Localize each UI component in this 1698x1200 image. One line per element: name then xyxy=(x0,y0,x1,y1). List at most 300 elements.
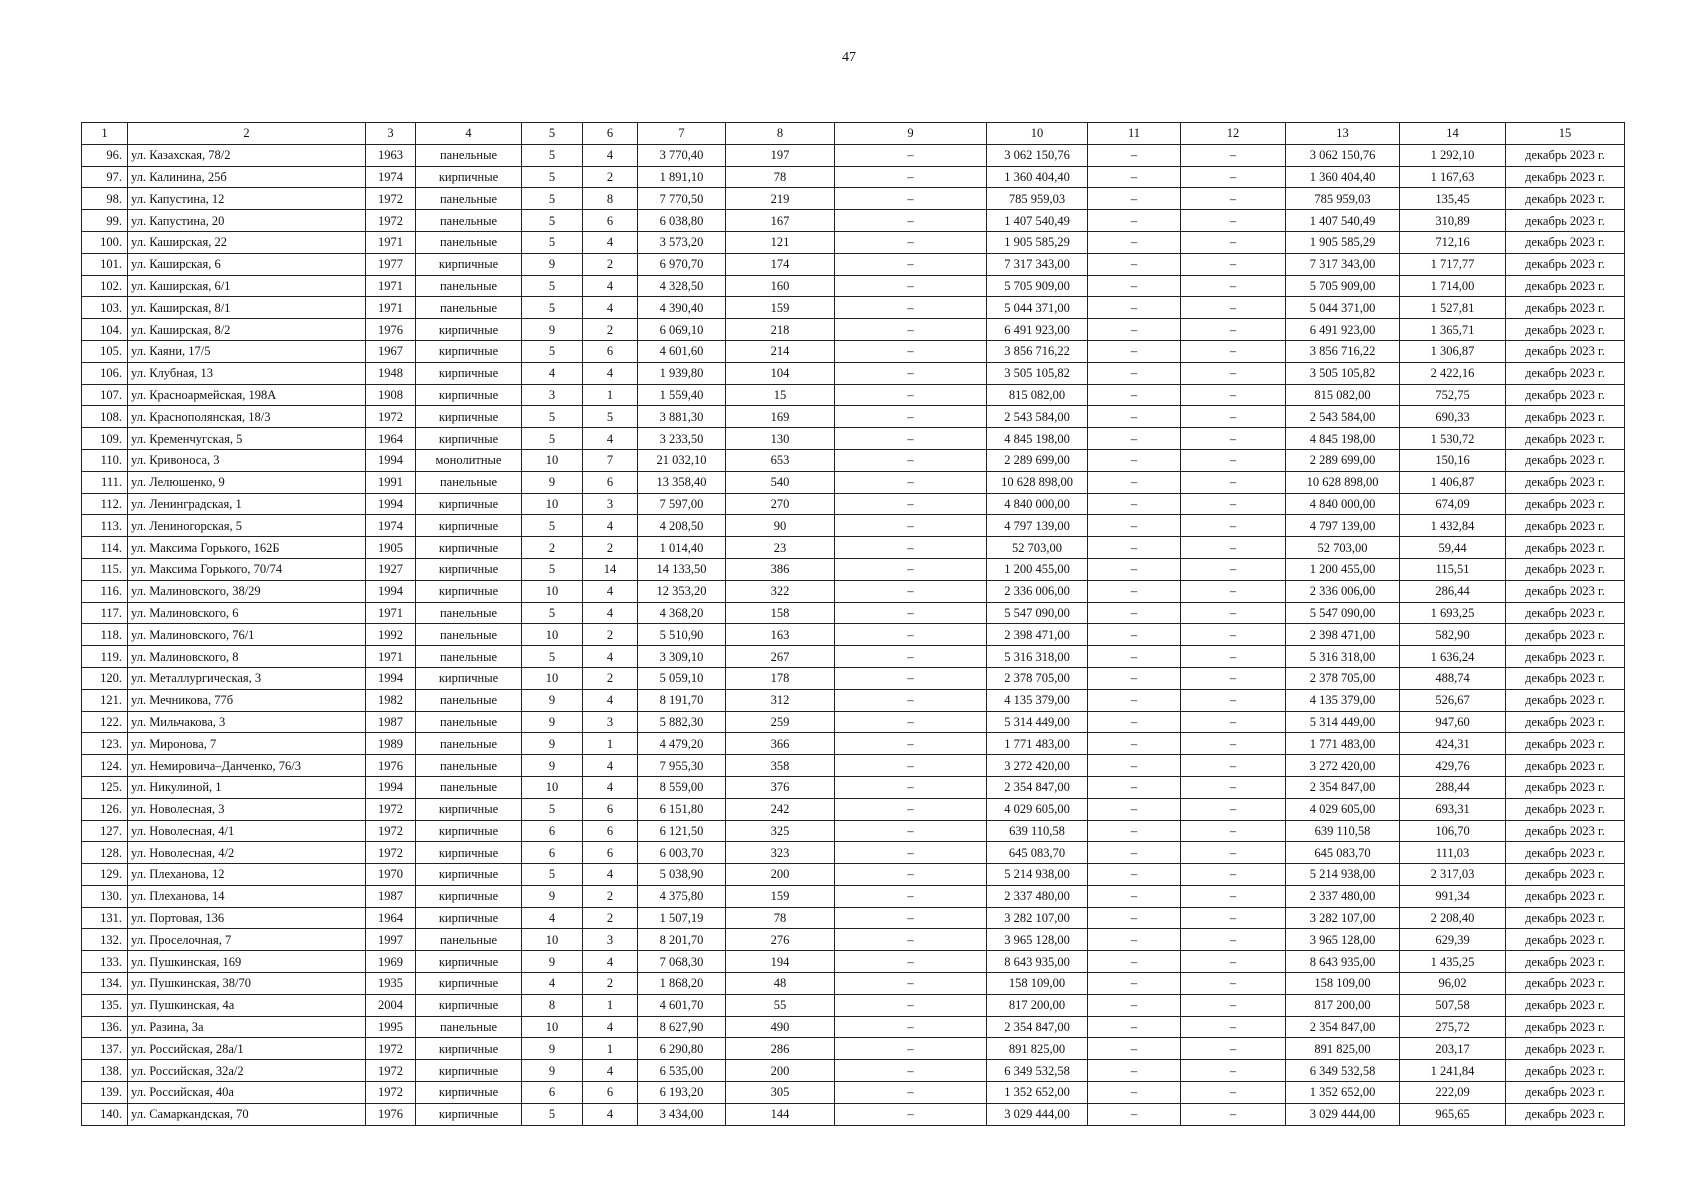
cell-cost-per-unit: 674,09 xyxy=(1400,493,1506,515)
cell-entrances: 1 xyxy=(583,733,638,755)
cell-cost-per-unit: 991,34 xyxy=(1400,885,1506,907)
cell-year-built: 1972 xyxy=(366,1038,416,1060)
cell-col-11: – xyxy=(1088,166,1181,188)
cell-col-11: – xyxy=(1088,864,1181,886)
cell-wall-material: кирпичные xyxy=(416,820,522,842)
cell-area: 8 191,70 xyxy=(638,689,726,711)
table-row xyxy=(82,144,1625,166)
cell-floors: 9 xyxy=(522,951,583,973)
cell-col-9: – xyxy=(835,319,987,341)
cell-deadline: декабрь 2023 г. xyxy=(1506,667,1625,689)
cell-row-index: 103. xyxy=(82,297,128,319)
cell-floors: 2 xyxy=(522,537,583,559)
table-row xyxy=(82,362,1625,384)
cell-area: 7 770,50 xyxy=(638,188,726,210)
cell-total-cost: 817 200,00 xyxy=(1286,994,1400,1016)
cell-year-built: 1997 xyxy=(366,929,416,951)
cell-col-11: – xyxy=(1088,624,1181,646)
cell-residents: 158 xyxy=(726,602,835,624)
cell-total-cost: 2 289 699,00 xyxy=(1286,449,1400,471)
cell-total-cost: 4 135 379,00 xyxy=(1286,689,1400,711)
cell-row-index: 135. xyxy=(82,994,128,1016)
cell-deadline: декабрь 2023 г. xyxy=(1506,1016,1625,1038)
cell-cost: 1 200 455,00 xyxy=(987,558,1088,580)
cell-year-built: 1971 xyxy=(366,297,416,319)
cell-entrances: 6 xyxy=(583,340,638,362)
cell-col-11: – xyxy=(1088,210,1181,232)
cell-wall-material: кирпичные xyxy=(416,667,522,689)
cell-wall-material: кирпичные xyxy=(416,907,522,929)
cell-address: ул. Максима Горького, 70/74 xyxy=(128,558,366,580)
cell-residents: 386 xyxy=(726,558,835,580)
cell-wall-material: панельные xyxy=(416,602,522,624)
cell-wall-material: панельные xyxy=(416,755,522,777)
cell-floors: 5 xyxy=(522,1103,583,1125)
cell-floors: 9 xyxy=(522,253,583,275)
cell-cost: 6 491 923,00 xyxy=(987,319,1088,341)
cell-address: ул. Пушкинская, 4а xyxy=(128,994,366,1016)
cell-residents: 490 xyxy=(726,1016,835,1038)
table-row xyxy=(82,297,1625,319)
cell-entrances: 4 xyxy=(583,297,638,319)
table-row xyxy=(82,231,1625,253)
cell-year-built: 1935 xyxy=(366,973,416,995)
cell-row-index: 130. xyxy=(82,885,128,907)
cell-year-built: 1991 xyxy=(366,471,416,493)
cell-area: 4 368,20 xyxy=(638,602,726,624)
cell-entrances: 4 xyxy=(583,580,638,602)
cell-cost: 8 643 935,00 xyxy=(987,951,1088,973)
cell-row-index: 116. xyxy=(82,580,128,602)
cell-year-built: 2004 xyxy=(366,994,416,1016)
cell-area: 8 627,90 xyxy=(638,1016,726,1038)
cell-col-12: – xyxy=(1181,493,1286,515)
cell-residents: 144 xyxy=(726,1103,835,1125)
cell-residents: 322 xyxy=(726,580,835,602)
cell-total-cost: 3 505 105,82 xyxy=(1286,362,1400,384)
cell-floors: 10 xyxy=(522,493,583,515)
cell-area: 1 014,40 xyxy=(638,537,726,559)
cell-row-index: 96. xyxy=(82,144,128,166)
cell-col-12: – xyxy=(1181,885,1286,907)
cell-residents: 653 xyxy=(726,449,835,471)
table-row xyxy=(82,689,1625,711)
cell-entrances: 4 xyxy=(583,646,638,668)
cell-col-9: – xyxy=(835,667,987,689)
cell-area: 12 353,20 xyxy=(638,580,726,602)
cell-cost: 4 845 198,00 xyxy=(987,428,1088,450)
cell-wall-material: кирпичные xyxy=(416,973,522,995)
cell-year-built: 1977 xyxy=(366,253,416,275)
cell-row-index: 139. xyxy=(82,1082,128,1104)
housing-table xyxy=(81,122,1625,1126)
cell-cost-per-unit: 424,31 xyxy=(1400,733,1506,755)
cell-year-built: 1994 xyxy=(366,776,416,798)
cell-row-index: 112. xyxy=(82,493,128,515)
cell-address: ул. Ленинградская, 1 xyxy=(128,493,366,515)
cell-col-9: – xyxy=(835,515,987,537)
cell-deadline: декабрь 2023 г. xyxy=(1506,907,1625,929)
cell-address: ул. Самаркандская, 70 xyxy=(128,1103,366,1125)
cell-residents: 325 xyxy=(726,820,835,842)
cell-entrances: 2 xyxy=(583,319,638,341)
cell-cost-per-unit: 507,58 xyxy=(1400,994,1506,1016)
table-row xyxy=(82,776,1625,798)
cell-cost: 3 029 444,00 xyxy=(987,1103,1088,1125)
cell-cost: 4 840 000,00 xyxy=(987,493,1088,515)
cell-col-9: – xyxy=(835,493,987,515)
cell-col-12: – xyxy=(1181,864,1286,886)
cell-cost: 1 905 585,29 xyxy=(987,231,1088,253)
cell-total-cost: 2 543 584,00 xyxy=(1286,406,1400,428)
cell-deadline: декабрь 2023 г. xyxy=(1506,297,1625,319)
cell-wall-material: панельные xyxy=(416,929,522,951)
cell-year-built: 1948 xyxy=(366,362,416,384)
cell-row-index: 136. xyxy=(82,1016,128,1038)
cell-cost-per-unit: 712,16 xyxy=(1400,231,1506,253)
cell-deadline: декабрь 2023 г. xyxy=(1506,1060,1625,1082)
cell-year-built: 1964 xyxy=(366,907,416,929)
cell-address: ул. Новолесная, 4/1 xyxy=(128,820,366,842)
cell-address: ул. Кременчугская, 5 xyxy=(128,428,366,450)
cell-total-cost: 4 797 139,00 xyxy=(1286,515,1400,537)
cell-entrances: 4 xyxy=(583,776,638,798)
cell-cost: 5 314 449,00 xyxy=(987,711,1088,733)
cell-row-index: 115. xyxy=(82,558,128,580)
cell-total-cost: 2 337 480,00 xyxy=(1286,885,1400,907)
cell-col-11: – xyxy=(1088,973,1181,995)
cell-col-12: – xyxy=(1181,820,1286,842)
cell-col-9: – xyxy=(835,951,987,973)
cell-col-12: – xyxy=(1181,842,1286,864)
cell-deadline: декабрь 2023 г. xyxy=(1506,624,1625,646)
cell-total-cost: 6 491 923,00 xyxy=(1286,319,1400,341)
cell-row-index: 123. xyxy=(82,733,128,755)
cell-residents: 242 xyxy=(726,798,835,820)
cell-wall-material: кирпичные xyxy=(416,537,522,559)
cell-address: ул. Красноармейская, 198А xyxy=(128,384,366,406)
cell-total-cost: 2 378 705,00 xyxy=(1286,667,1400,689)
cell-col-9: – xyxy=(835,1038,987,1060)
cell-cost-per-unit: 135,45 xyxy=(1400,188,1506,210)
cell-cost: 5 316 318,00 xyxy=(987,646,1088,668)
cell-deadline: декабрь 2023 г. xyxy=(1506,798,1625,820)
cell-address: ул. Мечникова, 77б xyxy=(128,689,366,711)
cell-col-12: – xyxy=(1181,515,1286,537)
cell-col-9: – xyxy=(835,537,987,559)
cell-row-index: 97. xyxy=(82,166,128,188)
cell-col-12: – xyxy=(1181,449,1286,471)
cell-year-built: 1972 xyxy=(366,406,416,428)
cell-cost-per-unit: 115,51 xyxy=(1400,558,1506,580)
cell-cost-per-unit: 111,03 xyxy=(1400,842,1506,864)
cell-deadline: декабрь 2023 г. xyxy=(1506,340,1625,362)
cell-floors: 5 xyxy=(522,166,583,188)
cell-deadline: декабрь 2023 г. xyxy=(1506,515,1625,537)
cell-cost: 5 705 909,00 xyxy=(987,275,1088,297)
table-row xyxy=(82,275,1625,297)
cell-col-11: – xyxy=(1088,929,1181,951)
cell-deadline: декабрь 2023 г. xyxy=(1506,188,1625,210)
cell-total-cost: 2 336 006,00 xyxy=(1286,580,1400,602)
cell-col-11: – xyxy=(1088,144,1181,166)
cell-floors: 5 xyxy=(522,864,583,886)
cell-col-9: – xyxy=(835,253,987,275)
cell-residents: 267 xyxy=(726,646,835,668)
cell-row-index: 131. xyxy=(82,907,128,929)
cell-row-index: 104. xyxy=(82,319,128,341)
table-row xyxy=(82,864,1625,886)
cell-area: 21 032,10 xyxy=(638,449,726,471)
cell-address: ул. Капустина, 12 xyxy=(128,188,366,210)
cell-floors: 5 xyxy=(522,602,583,624)
cell-wall-material: панельные xyxy=(416,711,522,733)
cell-floors: 4 xyxy=(522,907,583,929)
cell-deadline: декабрь 2023 г. xyxy=(1506,689,1625,711)
cell-residents: 218 xyxy=(726,319,835,341)
cell-cost-per-unit: 1 432,84 xyxy=(1400,515,1506,537)
cell-area: 3 434,00 xyxy=(638,1103,726,1125)
cell-row-index: 108. xyxy=(82,406,128,428)
cell-entrances: 4 xyxy=(583,1060,638,1082)
cell-row-index: 102. xyxy=(82,275,128,297)
cell-address: ул. Проселочная, 7 xyxy=(128,929,366,951)
cell-address: ул. Плеханова, 12 xyxy=(128,864,366,886)
cell-residents: 159 xyxy=(726,885,835,907)
cell-floors: 10 xyxy=(522,667,583,689)
cell-row-index: 105. xyxy=(82,340,128,362)
cell-area: 3 233,50 xyxy=(638,428,726,450)
table-row xyxy=(82,885,1625,907)
cell-floors: 5 xyxy=(522,188,583,210)
cell-cost-per-unit: 1 435,25 xyxy=(1400,951,1506,973)
cell-col-9: – xyxy=(835,384,987,406)
cell-col-12: – xyxy=(1181,144,1286,166)
cell-row-index: 129. xyxy=(82,864,128,886)
cell-total-cost: 815 082,00 xyxy=(1286,384,1400,406)
cell-area: 3 770,40 xyxy=(638,144,726,166)
cell-area: 7 955,30 xyxy=(638,755,726,777)
cell-col-9: – xyxy=(835,1060,987,1082)
cell-col-11: – xyxy=(1088,602,1181,624)
cell-area: 6 970,70 xyxy=(638,253,726,275)
cell-deadline: декабрь 2023 г. xyxy=(1506,994,1625,1016)
cell-total-cost: 1 352 652,00 xyxy=(1286,1082,1400,1104)
cell-cost: 645 083,70 xyxy=(987,842,1088,864)
cell-cost-per-unit: 1 717,77 xyxy=(1400,253,1506,275)
cell-cost-per-unit: 1 527,81 xyxy=(1400,297,1506,319)
cell-row-index: 106. xyxy=(82,362,128,384)
cell-residents: 163 xyxy=(726,624,835,646)
cell-row-index: 122. xyxy=(82,711,128,733)
cell-wall-material: кирпичные xyxy=(416,493,522,515)
cell-total-cost: 3 272 420,00 xyxy=(1286,755,1400,777)
cell-residents: 121 xyxy=(726,231,835,253)
cell-floors: 6 xyxy=(522,1082,583,1104)
cell-col-9: – xyxy=(835,188,987,210)
cell-wall-material: кирпичные xyxy=(416,558,522,580)
cell-residents: 90 xyxy=(726,515,835,537)
cell-col-11: – xyxy=(1088,1103,1181,1125)
cell-entrances: 5 xyxy=(583,406,638,428)
cell-cost: 3 282 107,00 xyxy=(987,907,1088,929)
cell-wall-material: панельные xyxy=(416,646,522,668)
cell-col-11: – xyxy=(1088,319,1181,341)
cell-total-cost: 1 407 540,49 xyxy=(1286,210,1400,232)
cell-address: ул. Калинина, 25б xyxy=(128,166,366,188)
cell-deadline: декабрь 2023 г. xyxy=(1506,1103,1625,1125)
cell-total-cost: 1 905 585,29 xyxy=(1286,231,1400,253)
table-row xyxy=(82,798,1625,820)
cell-residents: 366 xyxy=(726,733,835,755)
cell-col-9: – xyxy=(835,689,987,711)
cell-address: ул. Казахская, 78/2 xyxy=(128,144,366,166)
cell-deadline: декабрь 2023 г. xyxy=(1506,755,1625,777)
cell-col-9: – xyxy=(835,144,987,166)
cell-residents: 167 xyxy=(726,210,835,232)
cell-floors: 5 xyxy=(522,406,583,428)
cell-row-index: 111. xyxy=(82,471,128,493)
cell-col-9: – xyxy=(835,449,987,471)
cell-cost: 4 135 379,00 xyxy=(987,689,1088,711)
cell-row-index: 134. xyxy=(82,973,128,995)
column-header-2: 2 xyxy=(128,123,366,145)
cell-cost: 3 062 150,76 xyxy=(987,144,1088,166)
cell-cost-per-unit: 965,65 xyxy=(1400,1103,1506,1125)
table-row xyxy=(82,602,1625,624)
table-row xyxy=(82,1038,1625,1060)
cell-address: ул. Новолесная, 3 xyxy=(128,798,366,820)
cell-area: 6 290,80 xyxy=(638,1038,726,1060)
cell-cost-per-unit: 288,44 xyxy=(1400,776,1506,798)
cell-deadline: декабрь 2023 г. xyxy=(1506,711,1625,733)
table-row xyxy=(82,580,1625,602)
cell-floors: 10 xyxy=(522,776,583,798)
cell-row-index: 107. xyxy=(82,384,128,406)
cell-row-index: 109. xyxy=(82,428,128,450)
cell-deadline: декабрь 2023 г. xyxy=(1506,733,1625,755)
cell-wall-material: панельные xyxy=(416,275,522,297)
cell-row-index: 99. xyxy=(82,210,128,232)
cell-col-11: – xyxy=(1088,994,1181,1016)
cell-area: 5 510,90 xyxy=(638,624,726,646)
cell-area: 4 208,50 xyxy=(638,515,726,537)
cell-row-index: 138. xyxy=(82,1060,128,1082)
cell-cost-per-unit: 1 365,71 xyxy=(1400,319,1506,341)
cell-cost-per-unit: 150,16 xyxy=(1400,449,1506,471)
cell-residents: 276 xyxy=(726,929,835,951)
cell-area: 4 328,50 xyxy=(638,275,726,297)
cell-cost-per-unit: 1 167,63 xyxy=(1400,166,1506,188)
cell-row-index: 118. xyxy=(82,624,128,646)
cell-residents: 23 xyxy=(726,537,835,559)
cell-row-index: 114. xyxy=(82,537,128,559)
cell-cost: 4 797 139,00 xyxy=(987,515,1088,537)
table-row xyxy=(82,733,1625,755)
cell-address: ул. Лениногорская, 5 xyxy=(128,515,366,537)
cell-residents: 323 xyxy=(726,842,835,864)
cell-wall-material: кирпичные xyxy=(416,1038,522,1060)
cell-cost-per-unit: 2 208,40 xyxy=(1400,907,1506,929)
cell-wall-material: кирпичные xyxy=(416,428,522,450)
cell-floors: 8 xyxy=(522,994,583,1016)
cell-col-12: – xyxy=(1181,776,1286,798)
cell-address: ул. Миронова, 7 xyxy=(128,733,366,755)
cell-address: ул. Малиновского, 8 xyxy=(128,646,366,668)
cell-col-12: – xyxy=(1181,580,1286,602)
table-row xyxy=(82,1082,1625,1104)
cell-cost: 4 029 605,00 xyxy=(987,798,1088,820)
cell-year-built: 1994 xyxy=(366,667,416,689)
cell-cost-per-unit: 310,89 xyxy=(1400,210,1506,232)
cell-cost: 3 856 716,22 xyxy=(987,340,1088,362)
cell-col-11: – xyxy=(1088,558,1181,580)
column-header-5: 5 xyxy=(522,123,583,145)
table-row xyxy=(82,558,1625,580)
cell-area: 1 891,10 xyxy=(638,166,726,188)
cell-entrances: 4 xyxy=(583,144,638,166)
cell-floors: 10 xyxy=(522,449,583,471)
cell-col-11: – xyxy=(1088,907,1181,929)
cell-cost-per-unit: 1 693,25 xyxy=(1400,602,1506,624)
cell-row-index: 101. xyxy=(82,253,128,275)
cell-total-cost: 3 029 444,00 xyxy=(1286,1103,1400,1125)
cell-wall-material: кирпичные xyxy=(416,885,522,907)
cell-cost: 3 965 128,00 xyxy=(987,929,1088,951)
cell-total-cost: 639 110,58 xyxy=(1286,820,1400,842)
cell-year-built: 1971 xyxy=(366,646,416,668)
cell-entrances: 6 xyxy=(583,210,638,232)
cell-cost: 5 547 090,00 xyxy=(987,602,1088,624)
cell-floors: 10 xyxy=(522,580,583,602)
cell-col-9: – xyxy=(835,1103,987,1125)
cell-col-9: – xyxy=(835,755,987,777)
cell-cost: 1 407 540,49 xyxy=(987,210,1088,232)
cell-deadline: декабрь 2023 г. xyxy=(1506,231,1625,253)
cell-col-11: – xyxy=(1088,667,1181,689)
cell-total-cost: 5 044 371,00 xyxy=(1286,297,1400,319)
cell-cost-per-unit: 526,67 xyxy=(1400,689,1506,711)
cell-address: ул. Каширская, 6/1 xyxy=(128,275,366,297)
cell-col-11: – xyxy=(1088,580,1181,602)
cell-col-12: – xyxy=(1181,340,1286,362)
cell-col-11: – xyxy=(1088,820,1181,842)
cell-floors: 5 xyxy=(522,210,583,232)
cell-entrances: 6 xyxy=(583,820,638,842)
cell-entrances: 4 xyxy=(583,515,638,537)
cell-address: ул. Портовая, 136 xyxy=(128,907,366,929)
table-row xyxy=(82,319,1625,341)
cell-area: 4 601,60 xyxy=(638,340,726,362)
cell-col-12: – xyxy=(1181,275,1286,297)
cell-cost-per-unit: 275,72 xyxy=(1400,1016,1506,1038)
cell-floors: 6 xyxy=(522,842,583,864)
table-row xyxy=(82,253,1625,275)
cell-area: 4 479,20 xyxy=(638,733,726,755)
cell-col-9: – xyxy=(835,231,987,253)
cell-cost-per-unit: 1 241,84 xyxy=(1400,1060,1506,1082)
cell-cost-per-unit: 488,74 xyxy=(1400,667,1506,689)
column-header-4: 4 xyxy=(416,123,522,145)
cell-col-9: – xyxy=(835,885,987,907)
cell-area: 1 868,20 xyxy=(638,973,726,995)
cell-floors: 9 xyxy=(522,689,583,711)
column-header-12: 12 xyxy=(1181,123,1286,145)
cell-year-built: 1963 xyxy=(366,144,416,166)
cell-col-11: – xyxy=(1088,231,1181,253)
cell-row-index: 119. xyxy=(82,646,128,668)
cell-year-built: 1974 xyxy=(366,166,416,188)
